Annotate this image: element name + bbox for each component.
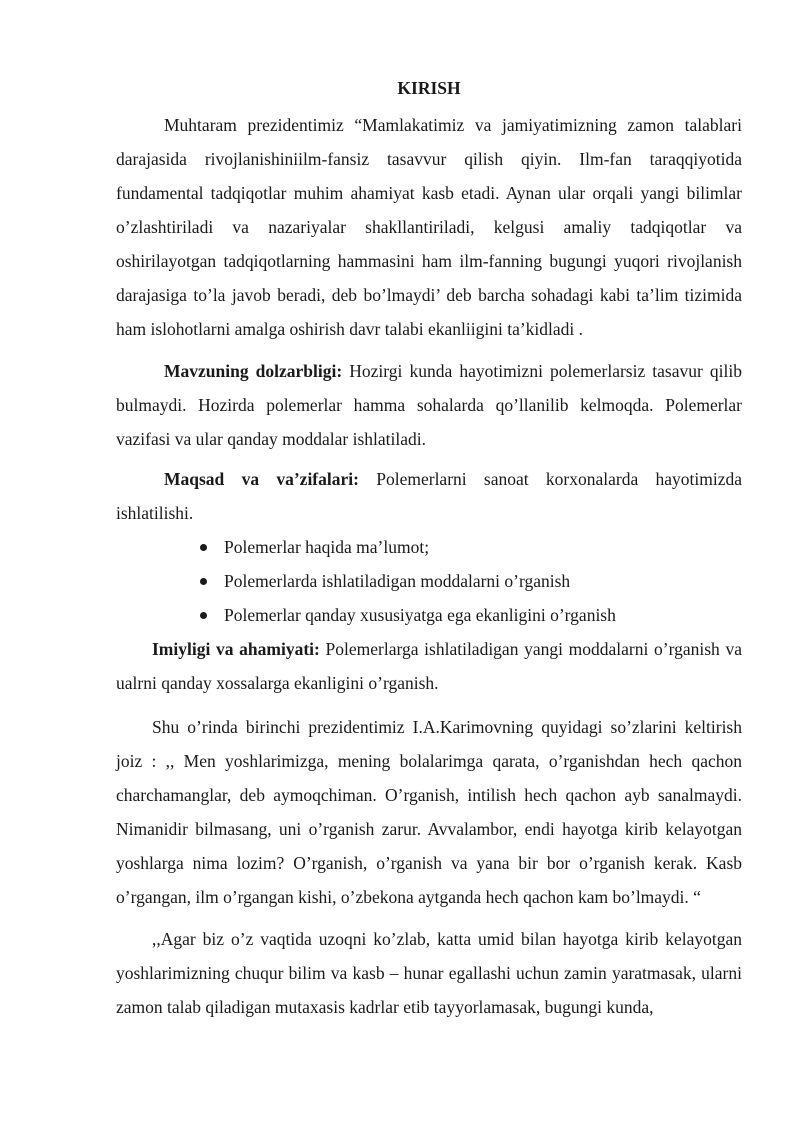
significance-heading: Imiyligi va ahamiyati: bbox=[152, 639, 320, 659]
relevance-text: Hozirgi kunda hayotimizni polemerlarsiz tasavur qilib bulmaydi. Hozirda polemerlar hamma sohalarda qo’llanilib kelmoqda. Polemerlar vazifasi va ular qanday moddalar ishlatiladi. bbox=[116, 361, 743, 449]
relevance-heading: Mavzuning dolzarbligi: bbox=[164, 361, 343, 381]
goals-heading: Maqsad va va’zifalari: bbox=[164, 469, 359, 489]
list-item-text: Polemerlar qanday xususiyatga ega ekanligini o’rganish bbox=[224, 605, 616, 625]
list-item-text: Polemerlar haqida ma’lumot; bbox=[224, 537, 430, 557]
intro-paragraph: Muhtaram prezidentimiz “Mamlakatimiz va jamiyatimizning zamon talablari darajasida rivojlanishiniilm-fansiz tasavvur qilish qiyin. Ilm-fan taraqqiyotida fundamental tadqiqotlar muhim ahamiyat kasb etadi. Aynan ular orqali yangi bilimlar o’zlashtiriladi va nazariyalar shakllantiriladi, kelgusi amaliy tadqiqotlar va oshirilayotgan tadqiqotlarning hammasini ham ilm-fanning bugungi yuqori rivojlanish darajasiga to’la javob beradi, deb bo’lmaydi’ deb barcha sohadagi kabi ta’lim tizimida ham islohotlarni amalga oshirish davr talabi ekanliigini ta’kidladi . bbox=[116, 115, 742, 339]
significance-paragraph bbox=[116, 632, 742, 700]
goals-list bbox=[116, 530, 742, 632]
bullet-icon bbox=[200, 612, 207, 619]
list-item bbox=[200, 598, 742, 632]
bullet-icon bbox=[200, 544, 207, 551]
quote-paragraph: Shu o’rinda birinchi prezidentimiz I.A.Karimovning quyidagi so’zlarini keltirish joiz : ,, Men yoshlarimizga, mening bolalarimga qarata, o’rganishdan hech qachon charchamanglar, deb aymoqchiman. O’rganish, intilish hech qachon ayb sanalmaydi. Nimanidir bilmasang, uni o’rganish zarur. Avvalambor, endi hayotga kirib kelayotgan yoshlarga nima lozim? O’rganish, o’rganish va yana bir bor o’rganish kerak. Kasb o’rgangan, ilm o’rgangan kishi, o’zbekona aytganda hech qachon kam bo’lmaydi. “ bbox=[116, 717, 742, 907]
closing-paragraph: ,,Agar biz o’z vaqtida uzoqni ko’zlab, katta umid bilan hayotga kirib kelayotgan yoshlarimizning chuqur bilim va kasb – hunar egallashi uchun zamin yaratmasak, ularni zamon talab qiladigan mutaxasis kadrlar etib tayyorlamasak, bugungi kunda, bbox=[116, 929, 742, 1017]
list-item bbox=[200, 564, 742, 598]
goals-paragraph bbox=[116, 462, 742, 530]
significance-text: Polemerlarga ishlatiladigan yangi moddalarni o’rganish va ualrni qanday xossalarga ekanligini o’rganish. bbox=[116, 639, 742, 693]
page-title: KIRISH bbox=[397, 78, 461, 98]
relevance-paragraph bbox=[116, 354, 742, 456]
list-item bbox=[200, 530, 742, 564]
document-page bbox=[116, 74, 742, 1024]
goals-text: Polemerlarni sanoat korxonalarda hayotimizda ishlatilishi. bbox=[116, 469, 742, 523]
bullet-icon bbox=[200, 578, 207, 585]
list-item-text: Polemerlarda ishlatiladigan moddalarni o’rganish bbox=[224, 571, 571, 591]
